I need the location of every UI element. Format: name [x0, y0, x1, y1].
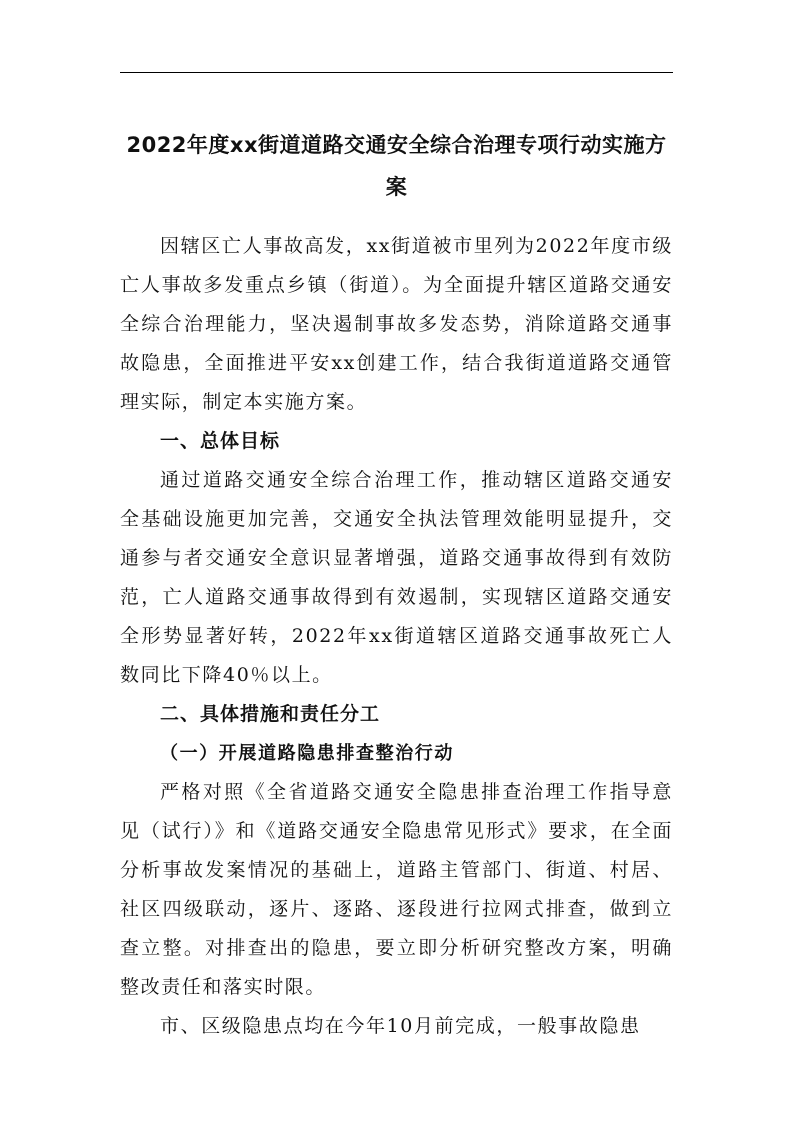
paragraph-goals: 通过道路交通安全综合治理工作，推动辖区道路交通安全基础设施更加完善，交通安全执法管理效能明显提升，交通参与者交通安全意识显著增强，道路交通事故得到有效防范，亡人道路交通事故得到有效遏制，实现辖区道路交通安全形势显著好转，2022年xx街道辖区道路交通事故死亡人数同比下降40％以上。: [120, 469, 673, 686]
paragraph-deadline: 市、区级隐患点均在今年10月前完成，一般事故隐患: [160, 1015, 641, 1037]
document-body: [120, 227, 673, 1046]
section-heading-measures: 二、具体措施和责任分工: [160, 703, 381, 725]
subsection-heading-hazard-inspection: （一）开展道路隐患排查整治行动: [160, 743, 454, 764]
document-title: 2022年度xx街道道路交通安全综合治理专项行动实施方案: [126, 133, 667, 199]
header-rule: [120, 72, 673, 73]
section-heading-goals: 一、总体目标: [160, 430, 281, 452]
paragraph-hazard-inspection: 严格对照《全省道路交通安全隐患排查治理工作指导意见（试行）》和《道路交通安全隐患常见形式》要求，在全面分析事故发案情况的基础上，道路主管部门、街道、村居、社区四级联动，逐片、逐路、逐段进行拉网式排查，做到立查立整。对排查出的隐患，要立即分析研究整改方案，明确整改责任和落实时限。: [120, 781, 673, 998]
paragraph-intro: 因辖区亡人事故高发，xx街道被市里列为2022年度市级亡人事故多发重点乡镇（街道）。为全面提升辖区道路交通安全综合治理能力，坚决遏制事故多发态势，消除道路交通事故隐患，全面推进平安xx创建工作，结合我街道道路交通管理实际，制定本实施方案。: [120, 235, 673, 413]
